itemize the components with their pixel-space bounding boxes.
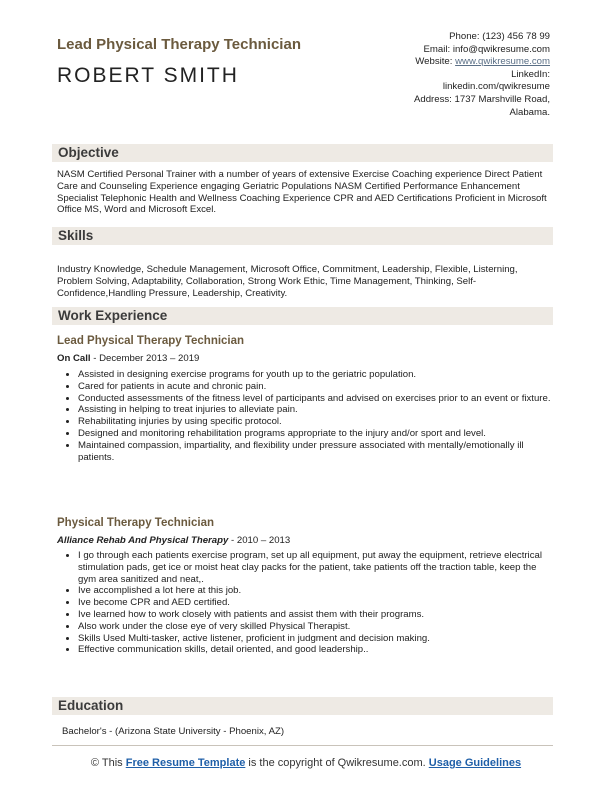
job-1-title: Lead Physical Therapy Technician [57,335,245,347]
job-2-meta [57,535,290,546]
job-2-company: Alliance Rehab And Physical Therapy [57,535,229,546]
job-title-heading: Lead Physical Therapy Technician [57,36,301,53]
free-resume-template-link[interactable]: Free Resume Template [125,757,246,769]
list-item: • Effective communication skills, detail oriented, and good leadership.. [78,644,556,656]
education-section-header [52,697,553,715]
list-item: • Cared for patients in acute and chronic pain. [78,381,556,393]
education-title: Education [58,698,124,713]
work-section-header [52,307,553,325]
contact-address: Address: 1737 Marshville Road, [413,93,550,105]
footer-copyright: © This Free Resume Template is the copyright of Qwikresume.com. Usage Guidelines [90,757,522,769]
list-item: • Ive learned how to work closely with patients and assist them with their programs. [78,609,556,621]
list-item: • Ive accomplished a lot here at this job. [78,585,556,597]
list-item: • Also work under the close eye of very skilled Physical Therapist. [78,621,556,633]
job-1-dates: - December 2013 – 2019 [90,353,200,364]
contact-block [320,31,550,119]
contact-email: Email: info@qwikresume.com [423,43,550,55]
objective-section-header [52,144,553,162]
skills-title: Skills [58,228,94,243]
job-1-meta [57,353,199,364]
skills-section-header [52,227,553,245]
contact-address-line2: Alabama. [509,106,550,118]
objective-text: NASM Certified Personal Trainer with a number of years of extensive Exercise Coaching experience Direct Patient Care and Counseling Experience engaging Geriatric Populations NASM Certified Performance Enhancement Specialist Telephonic Health and Wellness Coaching Experience CPR and AED Certifications Proficient in Microsoft Office MS, Word and Microsoft Excel. [57,169,547,216]
skills-text: Industry Knowledge, Schedule Management, Microsoft Office, Commitment, Leadership, Flexible, Listerning, Problem Solving, Adaptability, Collaboration, Strong Work Ethic, Time Management, Thinking, Self-Confidence,Handling Pressure, Leadership, Creativity. [57,264,518,299]
education-divider [52,745,553,746]
list-item: • Maintained compassion, impartiality, and flexibility under pressure associated with mentally/emotionally ill patients. [78,440,556,464]
list-item: • Assisting in helping to treat injuries to alleviate pain. [78,404,556,416]
candidate-name: ROBERT SMITH [57,64,239,87]
job-1-company: On Call [57,353,91,364]
work-title: Work Experience [58,308,168,323]
contact-phone: Phone: (123) 456 78 99 [449,31,550,42]
list-item: • Designed and monitoring rehabilitation programs appropriate to the injury and/or sport and level. [78,428,556,440]
job-2-dates: - 2010 – 2013 [228,535,291,546]
list-item: • Skills Used Multi-tasker, active listener, proficient in judgment and decision making. [78,633,556,645]
website-link[interactable]: www.qwikresume.com [455,56,550,68]
education-entry: Bachelor's - (Arizona State University - Phoenix, AZ) [62,726,285,737]
job-2-title: Physical Therapy Technician [57,517,215,529]
job-1-bullets [64,369,556,463]
contact-linkedin-label: LinkedIn: [511,68,550,80]
usage-guidelines-link[interactable]: Usage Guidelines [428,757,522,769]
list-item: • Conducted assessments of the fitness level of participants and advised on exercises prior to an event or fixture. [78,393,556,405]
list-item: • I go through each patients exercise program, set up all equipment, put away the equipment, retrieve electrical stimulation pads, get ice or moist heat clay packs for the patient, take patients off the traction table, keep the gym area sanitized and neat,. [78,550,556,585]
contact-website: Website: www.qwikresume.com [415,56,550,68]
contact-linkedin: linkedin.com/qwikresume [442,81,550,93]
objective-title: Objective [58,145,119,160]
job-2-bullets [64,550,556,656]
list-item: • Rehabilitating injuries by using specific protocol. [78,416,556,428]
list-item: • Ive become CPR and AED certified. [78,597,556,609]
list-item: • Assisted in designing exercise programs for youth up to the geriatric population. [78,369,556,381]
